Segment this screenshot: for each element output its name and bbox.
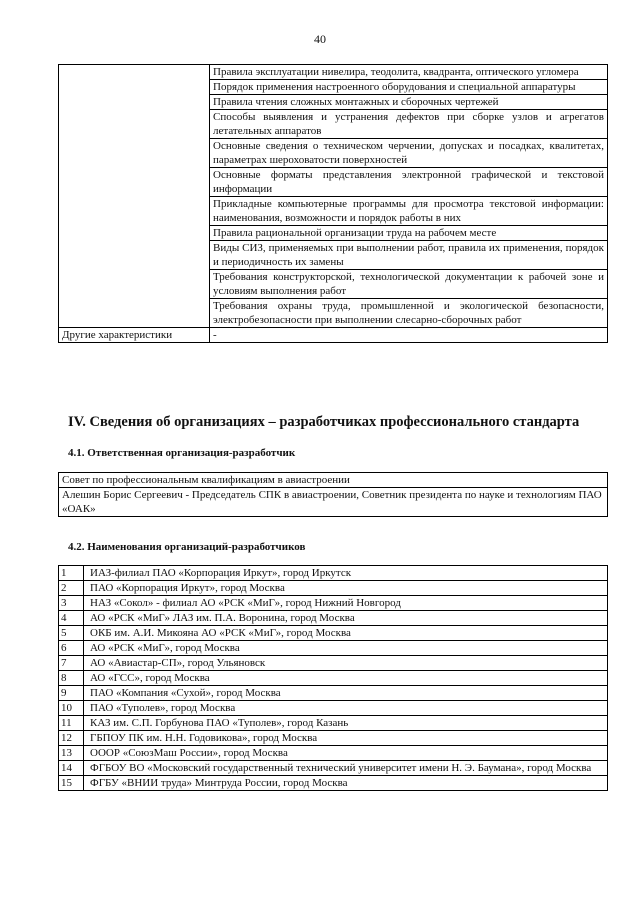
table-row	[59, 65, 608, 80]
table-row	[59, 611, 608, 626]
table-row	[59, 328, 608, 343]
knowledge-item: Правила рациональной организации труда на рабочем месте	[210, 226, 608, 241]
row-number: 9	[59, 686, 84, 701]
organization-name: ИАЗ-филиал ПАО «Корпорация Иркут», город Иркутск	[84, 566, 608, 581]
row-number: 7	[59, 656, 84, 671]
knowledge-item: Требования конструкторской, технологической документации к рабочей зоне и условиям выполнения работ	[210, 270, 608, 299]
organization-name: АО «РСК «МиГ» ЛАЗ им. П.А. Воронина, город Москва	[84, 611, 608, 626]
knowledge-item: Способы выявления и устранения дефектов при сборке узлов и агрегатов летательных аппаратов	[210, 110, 608, 139]
row-number: 2	[59, 581, 84, 596]
organization-name: ФГБУ «ВНИИ труда» Минтруда России, город Москва	[84, 776, 608, 791]
other-characteristics-value: -	[210, 328, 608, 343]
responsible-org-name: Совет по профессиональным квалификациям в авиастроении	[59, 473, 608, 488]
organization-name: ПАО «Туполев», город Москва	[84, 701, 608, 716]
table-row	[59, 656, 608, 671]
table-row	[59, 701, 608, 716]
developer-orgs-heading: 4.2. Наименования организаций-разработчиков	[68, 541, 306, 553]
knowledge-item: Порядок применения настроенного оборудования и специальной аппаратуры	[210, 80, 608, 95]
table-row	[59, 596, 608, 611]
responsible-org-heading: 4.1. Ответственная организация-разработчик	[68, 447, 296, 459]
knowledge-item: Требования охраны труда, промышленной и экологической безопасности, электробезопасности при выполнении слесарно-сборочных работ	[210, 299, 608, 328]
organization-name: ОООР «СоюзМаш России», город Москва	[84, 746, 608, 761]
table-row	[59, 776, 608, 791]
row-number: 4	[59, 611, 84, 626]
page-number: 40	[314, 32, 326, 46]
organization-name: АО «РСК «МиГ», город Москва	[84, 641, 608, 656]
organization-name: ОКБ им. А.И. Микояна АО «РСК «МиГ», город Москва	[84, 626, 608, 641]
row-number: 10	[59, 701, 84, 716]
row-number: 3	[59, 596, 84, 611]
responsible-person: Алешин Борис Сергеевич - Председатель СПК в авиастроении, Советник президента по науке и технологиям ПАО «ОАК»	[59, 488, 608, 517]
row-number: 11	[59, 716, 84, 731]
knowledge-item: Основные форматы представления электронной графической и текстовой информации	[210, 168, 608, 197]
row-number: 8	[59, 671, 84, 686]
organization-name: АО «Авиастар-СП», город Ульяновск	[84, 656, 608, 671]
table-row	[59, 581, 608, 596]
table-row	[59, 641, 608, 656]
table-row	[59, 761, 608, 776]
row-number: 13	[59, 746, 84, 761]
requirements-table	[58, 64, 608, 343]
row-number: 5	[59, 626, 84, 641]
table-row	[59, 566, 608, 581]
table-row	[59, 488, 608, 517]
requirements-table-body	[59, 65, 608, 343]
row-number: 14	[59, 761, 84, 776]
row-number: 12	[59, 731, 84, 746]
row-number: 6	[59, 641, 84, 656]
organization-name: ПАО «Компания «Сухой», город Москва	[84, 686, 608, 701]
empty-label-cell	[59, 65, 210, 328]
table-row	[59, 746, 608, 761]
organization-name: КАЗ им. С.П. Горбунова ПАО «Туполев», город Казань	[84, 716, 608, 731]
row-number: 15	[59, 776, 84, 791]
table-row	[59, 731, 608, 746]
knowledge-item: Правила чтения сложных монтажных и сборочных чертежей	[210, 95, 608, 110]
organization-name: ГБПОУ ПК им. Н.Н. Годовикова», город Москва	[84, 731, 608, 746]
table-row	[59, 716, 608, 731]
row-number: 1	[59, 566, 84, 581]
section-title: IV. Сведения об организациях – разработчиках профессионального стандарта	[68, 414, 580, 430]
organization-name: АО «ГСС», город Москва	[84, 671, 608, 686]
organization-name: ФГБОУ ВО «Московский государственный технический университет имени Н. Э. Баумана», город Москва	[84, 761, 608, 776]
organization-name: ПАО «Корпорация Иркут», город Москва	[84, 581, 608, 596]
organization-name: НАЗ «Сокол» - филиал АО «РСК «МиГ», город Нижний Новгород	[84, 596, 608, 611]
table-row	[59, 671, 608, 686]
responsible-org-table	[58, 472, 608, 517]
knowledge-item: Основные сведения о техническом черчении, допусках и посадках, квалитетах, параметрах шероховатости поверхностей	[210, 139, 608, 168]
table-row	[59, 626, 608, 641]
developer-orgs-table-body	[59, 566, 608, 791]
table-row	[59, 473, 608, 488]
knowledge-item: Виды СИЗ, применяемых при выполнении работ, правила их применения, порядок и периодичность их замены	[210, 241, 608, 270]
other-characteristics-label: Другие характеристики	[59, 328, 210, 343]
knowledge-item: Правила эксплуатации нивелира, теодолита, квадранта, оптического угломера	[210, 65, 608, 80]
table-row	[59, 686, 608, 701]
knowledge-item: Прикладные компьютерные программы для просмотра текстовой информации: наименования, возможности и порядок работы в них	[210, 197, 608, 226]
developer-orgs-table	[58, 565, 608, 791]
